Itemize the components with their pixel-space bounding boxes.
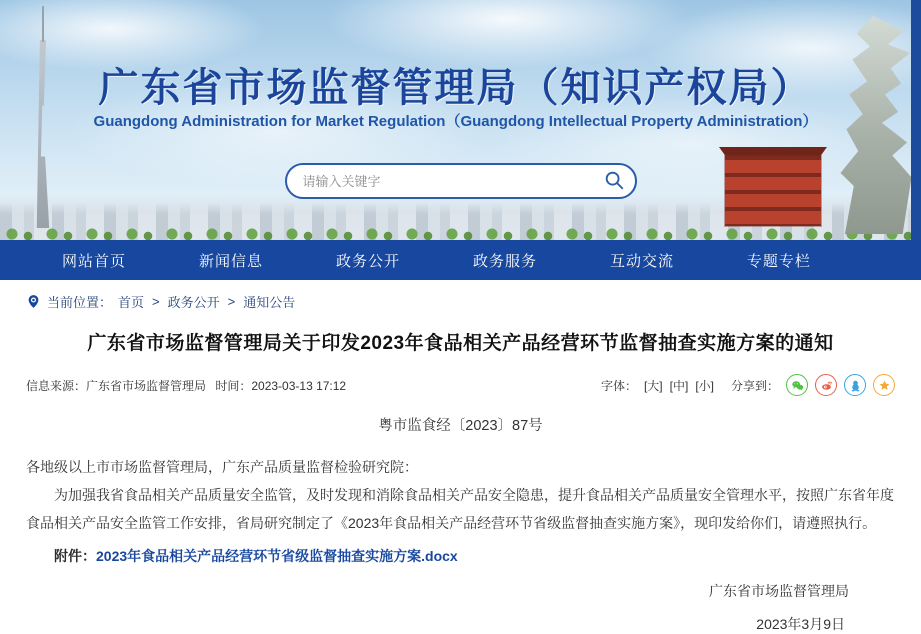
attachment-label: 附件： — [54, 548, 96, 564]
canton-tower-antenna — [42, 6, 44, 42]
article-body — [26, 453, 895, 537]
search-input[interactable] — [303, 174, 601, 189]
site-search[interactable] — [285, 163, 637, 199]
article-paragraph-salutation: 各地级以上市市场监督管理局，广东产品质量监督检验研究院： — [26, 459, 418, 475]
article-meta-row — [26, 374, 895, 396]
breadcrumb-notices[interactable]: 通知公告 — [243, 295, 296, 310]
red-pagoda-image — [725, 156, 821, 226]
font-size-label: 字体： — [600, 378, 637, 393]
attachment-row — [26, 546, 895, 566]
article-meta-right — [601, 374, 895, 396]
breadcrumb-home[interactable]: 首页 — [118, 295, 145, 310]
article-title: 广东省市场监督管理局关于印发2023年食品相关产品经营环节监督抽查实施方案的通知 — [87, 333, 834, 354]
nav-item-topics[interactable]: 专题专栏 — [746, 252, 811, 270]
nav-item-home[interactable]: 网站首页 — [62, 252, 127, 270]
font-size-medium-button[interactable]: [中] — [669, 378, 689, 393]
search-button[interactable] — [601, 168, 627, 194]
breadcrumb — [26, 292, 895, 311]
header-banner — [0, 0, 921, 240]
nav-item-interact[interactable]: 互动交流 — [609, 252, 674, 270]
pagoda-roof-image — [719, 147, 827, 156]
location-pin-icon — [26, 294, 41, 309]
favorite-star-icon[interactable] — [873, 374, 895, 396]
breadcrumb-gov-open[interactable]: 政务公开 — [167, 295, 220, 310]
share-label: 分享到： — [730, 378, 779, 393]
font-size-large-button[interactable]: [大] — [643, 378, 663, 393]
article-meta-left — [26, 377, 352, 394]
document-number: 粤市监食经〔2023〕87号 — [378, 418, 543, 434]
search-icon — [603, 169, 625, 194]
site-subtitle-english: Guangdong Administration for Market Regulation（Guangdong Intellectual Property Administration） — [93, 113, 818, 130]
main-nav — [0, 240, 921, 280]
trees-image — [0, 225, 911, 240]
nav-item-services[interactable]: 政务服务 — [472, 252, 537, 270]
wechat-share-icon[interactable] — [786, 374, 808, 396]
attachment-link[interactable]: 2023年食品相关产品经营环节省级监督抽查实施方案.docx — [96, 548, 458, 564]
content-area — [0, 292, 921, 634]
article-signature: 广东省市场监督管理局 — [709, 583, 849, 599]
breadcrumb-separator: > — [227, 294, 236, 309]
article-paragraph-main: 为加强我省食品相关产品质量安全监管，及时发现和消除食品相关产品安全隐患，提升食品相关产品质量安全管理水平，按照广东省年度食品相关产品安全监管工作安排，省局研究制定了《2023年食品相关产品经营环节省级监督抽查实施方案》，现印发给你们，请遵照执行。 — [26, 487, 894, 531]
article-date: 2023年3月9日 — [756, 616, 845, 632]
article-time: 时间：2023-03-13 17:12 — [215, 378, 347, 393]
nav-item-gov-open[interactable]: 政务公开 — [335, 252, 400, 270]
breadcrumb-separator: > — [152, 294, 160, 309]
breadcrumb-label: 当前位置： — [47, 295, 113, 310]
weibo-share-icon[interactable] — [815, 374, 837, 396]
article-source: 信息来源：广东省市场监督管理局 — [26, 378, 207, 393]
banner-right-edge — [911, 0, 921, 240]
font-size-small-button[interactable]: [小] — [695, 378, 714, 393]
site-title: 广东省市场监督管理局（知识产权局） — [98, 66, 813, 110]
qq-share-icon[interactable] — [844, 374, 866, 396]
nav-item-news[interactable]: 新闻信息 — [198, 252, 263, 270]
